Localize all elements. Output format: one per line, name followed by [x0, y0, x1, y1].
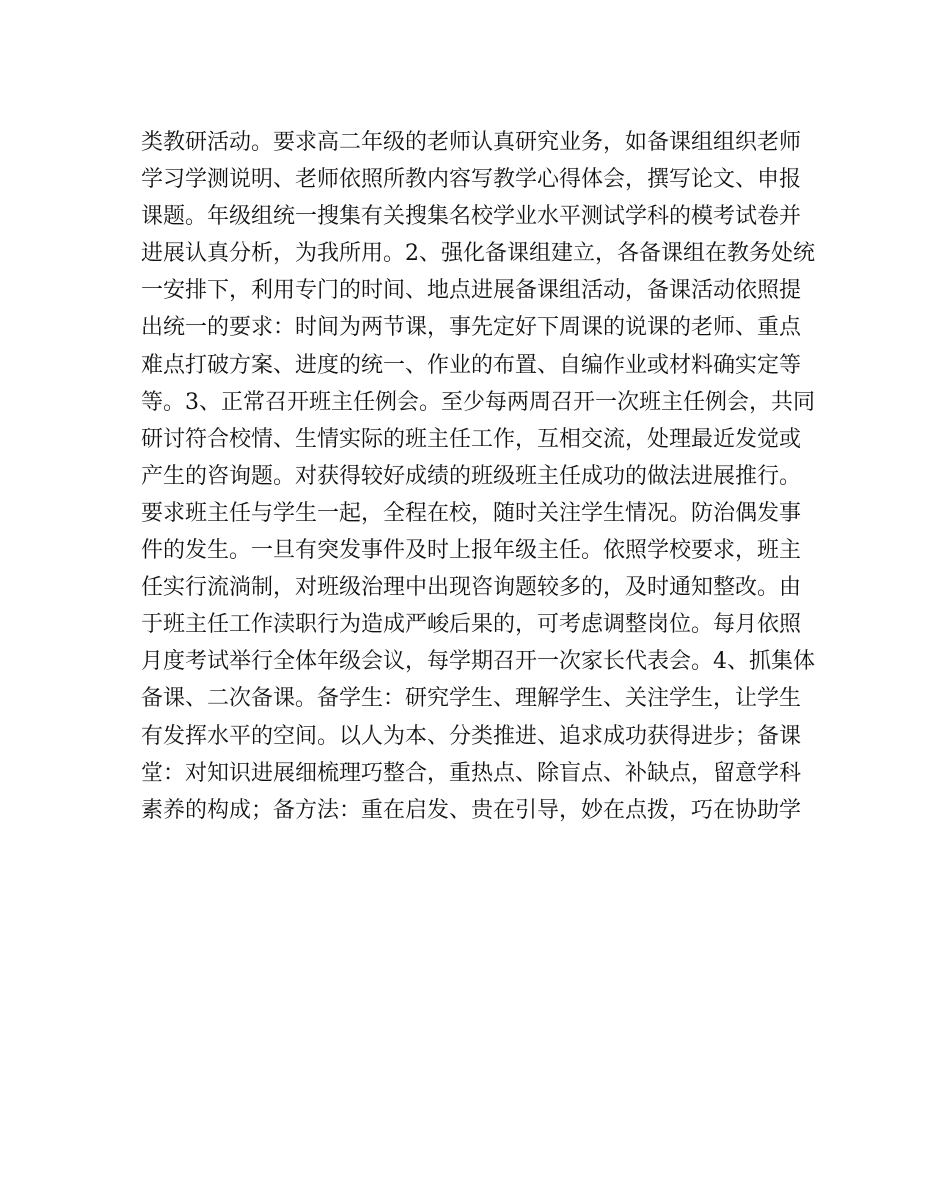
- text-line-10: 产生的咨询题。对获得较好成绩的班级班主任成功的做法进展推行。: [141, 463, 802, 489]
- text-line-17: 有发挥水平的空间。以人为本、分类推进、追求成功获得进步；备课: [141, 723, 802, 749]
- text-line-12: 件的发生。一旦有突发事件及时上报年级主任。依照学校要求，班主: [141, 538, 802, 564]
- text-line-5: 一安排下，利用专门的时间、地点进展备课组活动，备课活动依照提: [141, 278, 802, 304]
- text-line-9: 研讨符合校情、生情实际的班主任工作，互相交流，处理最近发觉或: [141, 426, 802, 452]
- text-line-8: 等。3、正常召开班主任例会。至少每两周召开一次班主任例会，共同: [141, 389, 815, 415]
- text-line-19: 素养的构成；备方法：重在启发、贵在引导，妙在点拨，巧在协助学: [141, 797, 802, 823]
- text-line-6: 出统一的要求：时间为两节课，事先定好下周课的说课的老师、重点: [141, 315, 802, 341]
- text-line-4: 进展认真分析，为我所用。2、强化备课组建立，各备课组在教务处统: [141, 241, 815, 267]
- text-line-16: 备课、二次备课。备学生：研究学生、理解学生、关注学生，让学生: [141, 686, 802, 712]
- text-line-18: 堂：对知识进展细梳理巧整合，重热点、除盲点、补缺点，留意学科: [141, 760, 802, 786]
- text-line-13: 任实行流淌制，对班级治理中出现咨询题较多的，及时通知整改。由: [141, 575, 802, 601]
- text-line-15: 月度考试举行全体年级会议，每学期召开一次家长代表会。4、抓集体: [141, 649, 815, 675]
- text-line-11: 要求班主任与学生一起，全程在校，随时关注学生情况。防治偶发事: [141, 500, 802, 526]
- text-line-3: 课题。年级组统一搜集有关搜集名校学业水平测试学科的模考试卷并: [141, 204, 802, 230]
- text-line-2: 学习学测说明、老师依照所教内容写教学心得体会，撰写论文、申报: [141, 167, 802, 193]
- body-text: [141, 124, 821, 829]
- text-line-7: 难点打破方案、进度的统一、作业的布置、自编作业或材料确实定等: [141, 352, 802, 378]
- text-line-14: 于班主任工作渎职行为造成严峻后果的，可考虑调整岗位。每月依照: [141, 612, 802, 638]
- text-line-1: 类教研活动。要求高二年级的老师认真研究业务，如备课组组织老师: [141, 130, 802, 155]
